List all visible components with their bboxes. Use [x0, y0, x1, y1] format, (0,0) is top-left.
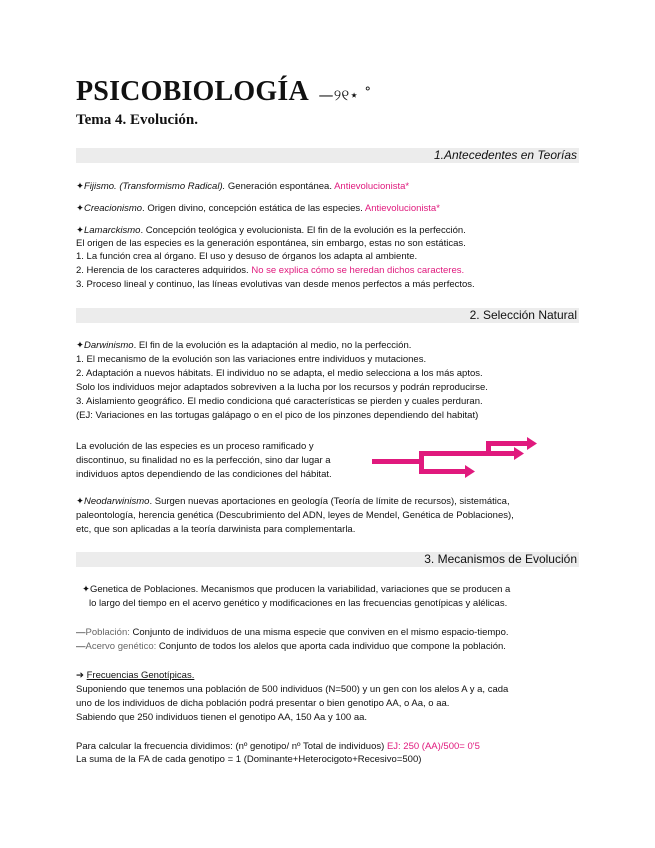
text: Generación espontánea.	[225, 181, 335, 192]
section-header-mecanismos	[76, 552, 579, 567]
text: Conjunto de todos los alelos que aporta cada individuo que compone la población.	[156, 641, 506, 652]
text-line: uno de los individuos de dicha población podrá presentar o bien genotipo AA, o Aa, o aa.	[76, 698, 450, 709]
fijismo-line: ✦Fijismo. (Transformismo Radical). Generación espontánea. Antievolucionista*	[76, 181, 410, 192]
text-line: 2. Adaptación a nuevos hábitats. El individuo no se adapta, el medio selecciona a los más aptos.	[76, 368, 483, 379]
arrow-right-icon: ➔	[76, 670, 87, 681]
text-line: individuos aptos dependiendo de las condiciones del hábitat.	[76, 469, 332, 480]
creacionismo-line: ✦Creacionismo. Origen divino, concepción estática de las especies. Antievolucionista*	[76, 203, 440, 214]
text: . Concepción teológica y evolucionista. El fin de la evolución es la perfección.	[140, 225, 466, 236]
term: Lamarckismo	[83, 225, 141, 236]
text-line: Solo los individuos mejor adaptados sobreviven a la lucha por los recursos y podrán reproducirse.	[76, 382, 488, 393]
branching-evolution-arrows-icon	[372, 434, 542, 480]
tag: Antievolucionista*	[364, 203, 440, 214]
term: Neodarwinismo	[83, 496, 150, 507]
label: Población:	[85, 627, 130, 638]
text-line: La evolución de las especies es un proceso ramificado y	[76, 441, 314, 452]
text-line: Sabiendo que 250 individuos tienen el genotipo AA, 150 Aa y 100 aa.	[76, 712, 368, 723]
page-title	[76, 76, 372, 108]
term: Fijismo. (Transformismo Radical).	[83, 181, 226, 192]
section-header-antecedentes	[76, 148, 579, 163]
tag: Antievolucionista*	[334, 181, 410, 192]
text: Para calcular la frecuencia dividimos: (nº genotipo/ nº Total de individuos)	[76, 741, 387, 752]
acervo-definition: —Acervo genético: Conjunto de todos los alelos que aporta cada individuo que compone la población.	[76, 641, 506, 652]
section-title: 1.Antecedentes en Teorías	[434, 148, 577, 162]
text-line: 3. Proceso lineal y continuo, las líneas evolutivas van desde menos perfectos a más perfectos.	[76, 279, 475, 290]
text-line: lo largo del tiempo en el acervo genético y modificaciones en las frecuencias genotípicas y alélicas.	[89, 598, 508, 609]
heading-text: Frecuencias Genotípicas.	[86, 670, 195, 681]
poblacion-definition: —Población: Conjunto de individuos de una misma especie que conviven en el mismo espacio-tiempo.	[76, 627, 509, 638]
text-line: paleontología, herencia genética (Descubrimiento del ADN, leyes de Mendel, Genética de Poblaciones),	[76, 510, 514, 521]
frecuencias-heading	[76, 669, 194, 682]
text-line	[76, 740, 480, 753]
title-decoration: —୨୧⋆ ˚	[318, 86, 372, 104]
text-line	[76, 264, 464, 277]
text-line: Suponiendo que tenemos una población de 500 individuos (N=500) y un gen con los alelos A y a, cada	[76, 684, 509, 695]
text: 2. Herencia de los caracteres adquiridos.	[76, 265, 252, 276]
section-header-seleccion-natural	[76, 308, 579, 323]
term: Creacionismo	[83, 203, 143, 214]
neodarwinismo-line: ✦Neodarwinismo. Surgen nuevas aportaciones en geología (Teoría de límite de recursos), sistemática,	[76, 496, 510, 507]
text-line: discontinuo, su finalidad no es la perfección, sino dar lugar a	[76, 455, 331, 466]
page-subtitle: Tema 4. Evolución.	[76, 112, 198, 128]
text-line: etc, que son aplicadas a la teoría darwinista para complementarla.	[76, 524, 356, 535]
text: . El fin de la evolución es la adaptación al medio, no la perfección.	[133, 340, 412, 351]
text: . Origen divino, concepción estática de las especies.	[142, 203, 365, 214]
lamarckismo-line: ✦Lamarckismo. Concepción teológica y evolucionista. El fin de la evolución es la perfección.	[76, 225, 466, 236]
label: Acervo genético:	[85, 641, 157, 652]
term: Darwinismo	[83, 340, 134, 351]
section-title: 2. Selección Natural	[469, 308, 577, 322]
title-text: PSICOBIOLOGÍA	[76, 76, 308, 107]
text-line: 1. El mecanismo de la evolución son las variaciones entre individuos y mutaciones.	[76, 354, 427, 365]
text-line: 1. La función crea al órgano. El uso y desuso de órganos los adapta al ambiente.	[76, 251, 418, 262]
text-line: (EJ: Variaciones en las tortugas galápago o en el pico de los pinzones dependiendo del habitat)	[76, 410, 479, 421]
text-line: ✦Genetica de Poblaciones. Mecanismos que producen la variabilidad, variaciones que se producen a	[82, 584, 511, 595]
section-title: 3. Mecanismos de Evolución	[424, 552, 577, 566]
text-line: 3. Aislamiento geográfico. El medio condiciona qué características se pierden y cuales perduran.	[76, 396, 483, 407]
highlight: No se explica cómo se heredan dichos caracteres.	[251, 265, 465, 276]
text: . Surgen nuevas aportaciones en geología (Teoría de límite de recursos), sistemática,	[149, 496, 510, 507]
text-line: La suma de la FA de cada genotipo = 1 (Dominante+Heterocigoto+Recesivo=500)	[76, 754, 422, 765]
text: Conjunto de individuos de una misma especie que conviven en el mismo espacio-tiempo.	[129, 627, 509, 638]
darwinismo-line: ✦Darwinismo. El fin de la evolución es la adaptación al medio, no la perfección.	[76, 340, 412, 351]
example: EJ: 250 (AA)/500= 0'5	[386, 741, 480, 752]
text-line: El origen de las especies es la generación espontánea, sin embargo, estas no son estáticas.	[76, 238, 466, 249]
